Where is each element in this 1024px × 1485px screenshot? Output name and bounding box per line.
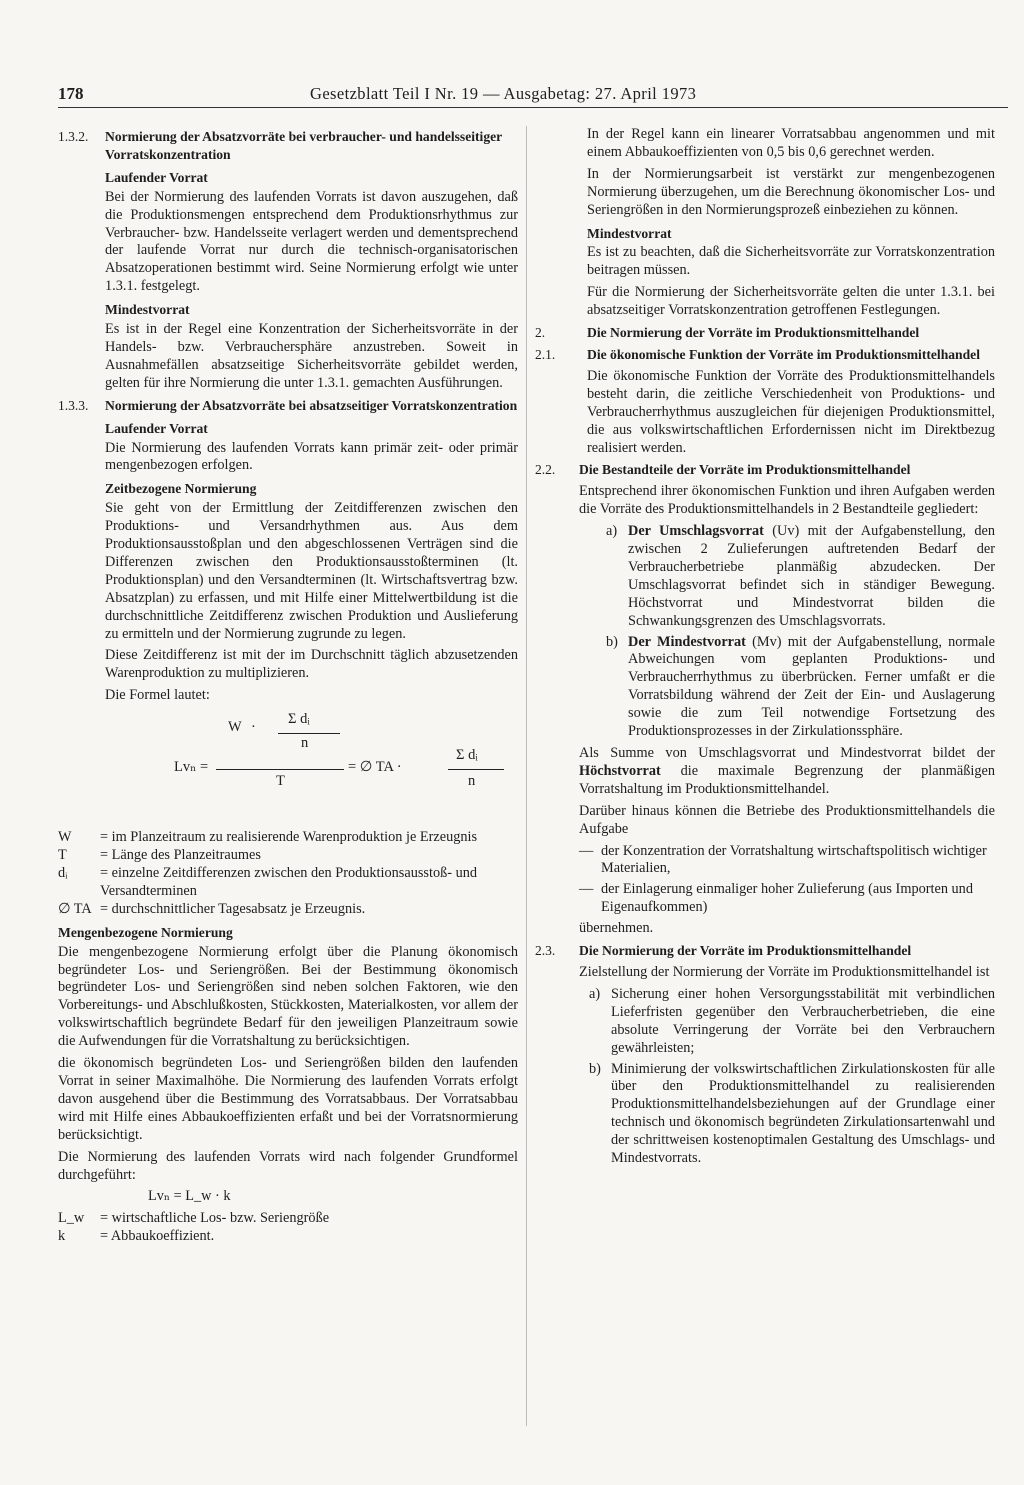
paragraph: In der Regel kann ein linearer Vorratsabbau angenommen und mit einem Abbaukoeffizienten von 0,5 bis 0,6 gerechnet werden. [587,126,995,160]
formula-definitions [58,829,518,919]
section-heading: Die ökonomische Funktion der Vorräte im Produktionsmittelhandel [587,346,980,362]
paragraph: Es ist zu beachten, daß die Sicherheitsvorräte zur Vorratskonzentration beitragen müssen. [587,244,995,279]
paragraph: Für die Normierung der Sicherheitsvorräte gelten die unter 1.3.1. bei absatzseitiger Vorratskonzentration getroffenen Festlegungen. [587,284,995,319]
paragraph: Zielstellung der Normierung der Vorräte im Produktionsmittelhandel ist [579,963,990,980]
paragraph [579,745,995,799]
definition-symbol: dᵢ [58,865,68,881]
paragraph: Die mengenbezogene Normierung erfolgt über die Planung ökonomisch begründeter Los- und Seriengrößen. Bei der Bestimmung ökonomisch begründeter Los- und Seriengrößen sind neben solchen Faktoren, wie den Vorbereitungs- und Abschlußkosten, Stückkosten, Materialkosten, vor allem der volkswirtschaftlich begründete Bedarf für den jeweiligen Planzeitraum sowie die Aufwendungen für die Vorratshaltung zu berücksichtigen. [58,943,518,1050]
paragraph: Darüber hinaus können die Betriebe des Produktionsmittelhandels die Aufgabe [579,802,995,837]
section-1-3-3-body [105,420,518,706]
list-marker: a) [589,985,601,1002]
list-marker: a) [606,523,618,540]
definition-row [58,847,518,865]
column-divider [526,126,527,1426]
formula-sum-d2: Σ dᵢ [456,747,478,764]
definition-row [58,1228,518,1246]
list-item [606,523,995,630]
term-description: (Uv) mit der Aufgabenstellung, den zwischen 2 Zulieferungen auftretenden Bedarf der Verbraucherbetriebe planmäßig abzudecken. Der Umschlagsvorrat befindet sich in ständiger Bewegung. Höchstvorrat und Mindestvorrat bilden die Schwankungsgrenzen des Umschlagsvorrats. [628,523,995,629]
formula-dot: · [251,719,256,736]
definition-row [58,829,518,847]
component-list [606,523,995,741]
section-number: 1.3.2. [58,129,89,144]
dash-item [579,881,995,917]
formula-definitions-2 [58,1210,518,1246]
definition-symbol: ∅ TA [58,900,92,917]
text-run: Als Summe von Umschlagsvorrat und Mindestvorrat bildet der [579,745,995,761]
list-marker: b) [606,633,618,650]
section-number: 2. [535,325,546,341]
dash-marker: — [579,842,594,859]
formula-w: W [228,719,242,736]
section-number: 1.3.3. [58,397,89,413]
formula-n: n [301,735,309,752]
definition-symbol: T [58,847,67,864]
section-2-1-body [587,368,995,458]
formula-intro: Die Formel lautet: [105,687,210,704]
formula-eq-ta: = ∅ TA · [348,759,402,776]
section-number: 2.2. [535,462,556,478]
goal-list [589,986,995,1168]
definition-symbol: k [58,1228,66,1245]
continuation-block [587,126,995,320]
dash-item [579,843,995,879]
formula-grundformel: Lvₙ = L_w · k [148,1188,231,1205]
formula-main-fraction-bar [216,769,344,770]
paragraph: Die Normierung des laufenden Vorrats kann primär zeit- oder primär mengenbezogen erfolgen. [105,439,518,474]
section-2-3-header [535,942,995,960]
paragraph: Entsprechend ihrer ökonomischen Funktion und ihren Aufgaben werden die Vorräte des Produktionsmittelhandels in 2 Bestandteile gegliedert: [579,483,995,518]
section-2-header [535,324,995,342]
formula-inner-fraction-bar [278,733,340,734]
page-header [58,76,1008,108]
section-heading: Die Normierung der Vorräte im Produktionsmittelhandel [579,943,912,959]
section-number: 2.3. [535,943,556,959]
paragraph: Bei der Normierung des laufenden Vorrats ist davon auszugehen, daß die Produktionsmengen entsprechend dem Produktionsrhythmus zur Verbraucher- bzw. Handelsseite verlagert werden und dementsprechend der laufende Vorrat nur durch die technisch-organisatorischen Absatzoperationen bestimmt wird. Seine Normierung erfolgt wie unter 1.3.1. festgelegt. [105,188,518,295]
left-column [58,126,518,1251]
right-column [535,126,995,1172]
section-heading: Normierung der Absatzvorräte bei absatzseitiger Vorratskonzentration [105,397,518,413]
text-run: die maximale Begrenzung der planmäßigen Vorratshaltung im Produktionsmittelhandel. [579,762,995,797]
subheading: Laufender Vorrat [105,420,208,436]
list-marker: b) [589,1060,601,1077]
section-2-3-body [579,964,995,1168]
section-heading: Normierung der Absatzvorräte bei verbraucher- und handelsseitiger Vorratskonzentration [105,129,502,162]
dash-marker: — [579,881,594,898]
mengenbezogene-block [58,924,518,1246]
definition-text: = Länge des Planzeitraumes [100,847,261,864]
section-2-2-header [535,461,995,479]
term-description: (Mv) mit der Aufgabenstellung, normale Abweichungen vom geplanten Produktions- und Verbraucherrhythmus zu überbrücken. Ferner umfaßt er die Vorratsbildung während der Zeit der Ein- und Auslagerung sowie die zum Teil notwendige Fortsetzung des Produktionsprozesses in der Zirkulationssphäre. [628,633,995,740]
paragraph: Die ökonomische Funktion der Vorräte des Produktionsmittelhandels besteht darin, die zeitliche Verschiedenheit von Produktions- und Verbraucherrhythmus auszugleichen für diejenigen Produktionsmittel, die aus volkswirtschaftlichen Erfordernissen nicht im Direktbezug realisiert werden. [587,367,995,456]
section-1-3-2-header [58,128,518,164]
subheading: Mindestvorrat [587,225,672,241]
formula-right-fraction-bar [448,769,504,770]
definition-symbol: W [58,829,72,846]
list-text [628,634,995,741]
paragraph: Die Normierung des laufenden Vorrats wird nach folgender Grundformel durchgeführt: [58,1148,518,1183]
paragraph: Es ist in der Regel eine Konzentration der Sicherheitsvorräte in der Handels- bzw. Verbrauchersphäre anzustreben. Soweit in Ausnahmefällen absatzseitige Sicherheitsvorräte gebildet werden, gelten für ihre Normierung die unter 1.3.1. gemachten Ausführungen. [105,321,518,391]
paragraph: übernehmen. [579,920,654,937]
section-2-2-body [579,483,995,938]
section-heading: Die Bestandteile der Vorräte im Produktionsmittelhandel [579,462,911,478]
definition-text: = durchschnittlicher Tagesabsatz je Erzeugnis. [100,900,366,917]
definition-row [58,1210,518,1228]
subheading: Zeitbezogene Normierung [105,481,257,497]
formula-lhs: Lvₙ = [174,759,209,776]
section-1-3-2-body [105,169,518,393]
list-item [606,634,995,741]
term: Höchstvorrat [579,762,661,779]
definition-symbol: L_w [58,1210,85,1227]
list-item [589,1061,995,1168]
list-text [628,523,995,630]
definition-row [58,901,518,919]
section-heading: Die Normierung der Vorräte im Produktionsmittelhandel [587,325,920,341]
subheading: Mindestvorrat [105,302,190,318]
subheading: Laufender Vorrat [105,169,208,185]
definition-text: = wirtschaftliche Los- bzw. Seriengröße [100,1210,330,1227]
running-title: Gesetzblatt Teil I Nr. 19 — Ausgabetag: 27. April 1973 [310,84,697,103]
definition-text: = einzelne Zeitdifferenzen zwischen den Produktionsausstoß- und Versandterminen [100,865,478,899]
paragraph: Diese Zeitdifferenz ist mit der im Durchschnitt täglich abzusetzenden Warenproduktion zu multiplizieren. [105,647,518,682]
subheading: Mengenbezogene Normierung [58,924,233,940]
term: Der Umschlagsvorrat [628,523,764,540]
definition-row [58,865,518,901]
list-text: Minimierung der volkswirtschaftlichen Zirkulationskosten für alle über den Produktionsmittelhandel zu realisierenden Produktionsmittelhandelsbeziehungen auf der Grundlage einer technisch und ökonomisch begründeten Zirkulationsartenwahl und der schrittweisen kostenoptimalen Gestaltung des Umschlags- und Mindestvorrats. [611,1060,995,1167]
dash-text: der Konzentration der Vorratshaltung wirtschaftspolitisch wichtiger Materialien, [601,842,987,877]
list-item [589,986,995,1058]
term: Der Mindestvorrat [628,633,746,650]
section-2-1-header [535,346,995,364]
section-1-3-3-header [58,397,518,415]
formula-sum-d: Σ dᵢ [288,711,310,728]
definition-text: = im Planzeitraum zu realisierende Warenproduktion je Erzeugnis [100,829,478,846]
formula-t: T [276,773,285,790]
dash-text: der Einlagerung einmaliger hoher Zulieferung (aus Importen und Eigenaufkommen) [601,881,973,916]
paragraph: In der Normierungsarbeit ist verstärkt zur mengenbezogenen Normierung überzugehen, um die Berechnung ökonomischer Los- und Seriengrößen in den Normierungsprozeß einbeziehen zu können. [587,165,995,218]
definition-text: = Abbaukoeffizient. [100,1228,215,1245]
paragraph: Sie geht von der Ermittlung der Zeitdifferenzen zwischen den Produktions- und Versandrhythmen aus. Aus dem Produktionsausstoßplan und den abgeschlossenen Verträgen sind die Differenzen zwischen den Produktionsausstoßterminen (lt. Produktionsplan) und den Versandterminen (lt. Wirtschaftsvertrag bzw. Absatzplan) zu erfassen, und mit Hilfe einer Mittelwertbildung ist die durchschnittliche Zeitdifferenz zwischen Produktion und Auslieferung zu ermitteln und der Normierung zugrunde zu legen. [105,500,518,642]
list-text: Sicherung einer hohen Versorgungsstabilität mit verbindlichen Lieferfristen gegenüber den Verbraucherbetrieben, die eine absolute Verringerung der Vorräte bei den Verbrauchern gewährleisten; [611,985,995,1056]
section-number: 2.1. [535,346,556,362]
paragraph: die ökonomisch begründeten Los- und Seriengrößen bilden den laufenden Vorrat in seiner Maximalhöhe. Die Normierung des laufenden Vorrats erfolgt davon ausgehend über die Bestimmung des Vorratsabbaus. Der Vorratsabbau wird mit Hilfe eines Abbaukoeffizienten erfaßt und bei der Vorratsnormierung berücksichtigt. [58,1055,518,1143]
formula-lvn [58,709,518,827]
page-number: 178 [58,84,84,103]
formula-n2: n [468,773,476,790]
